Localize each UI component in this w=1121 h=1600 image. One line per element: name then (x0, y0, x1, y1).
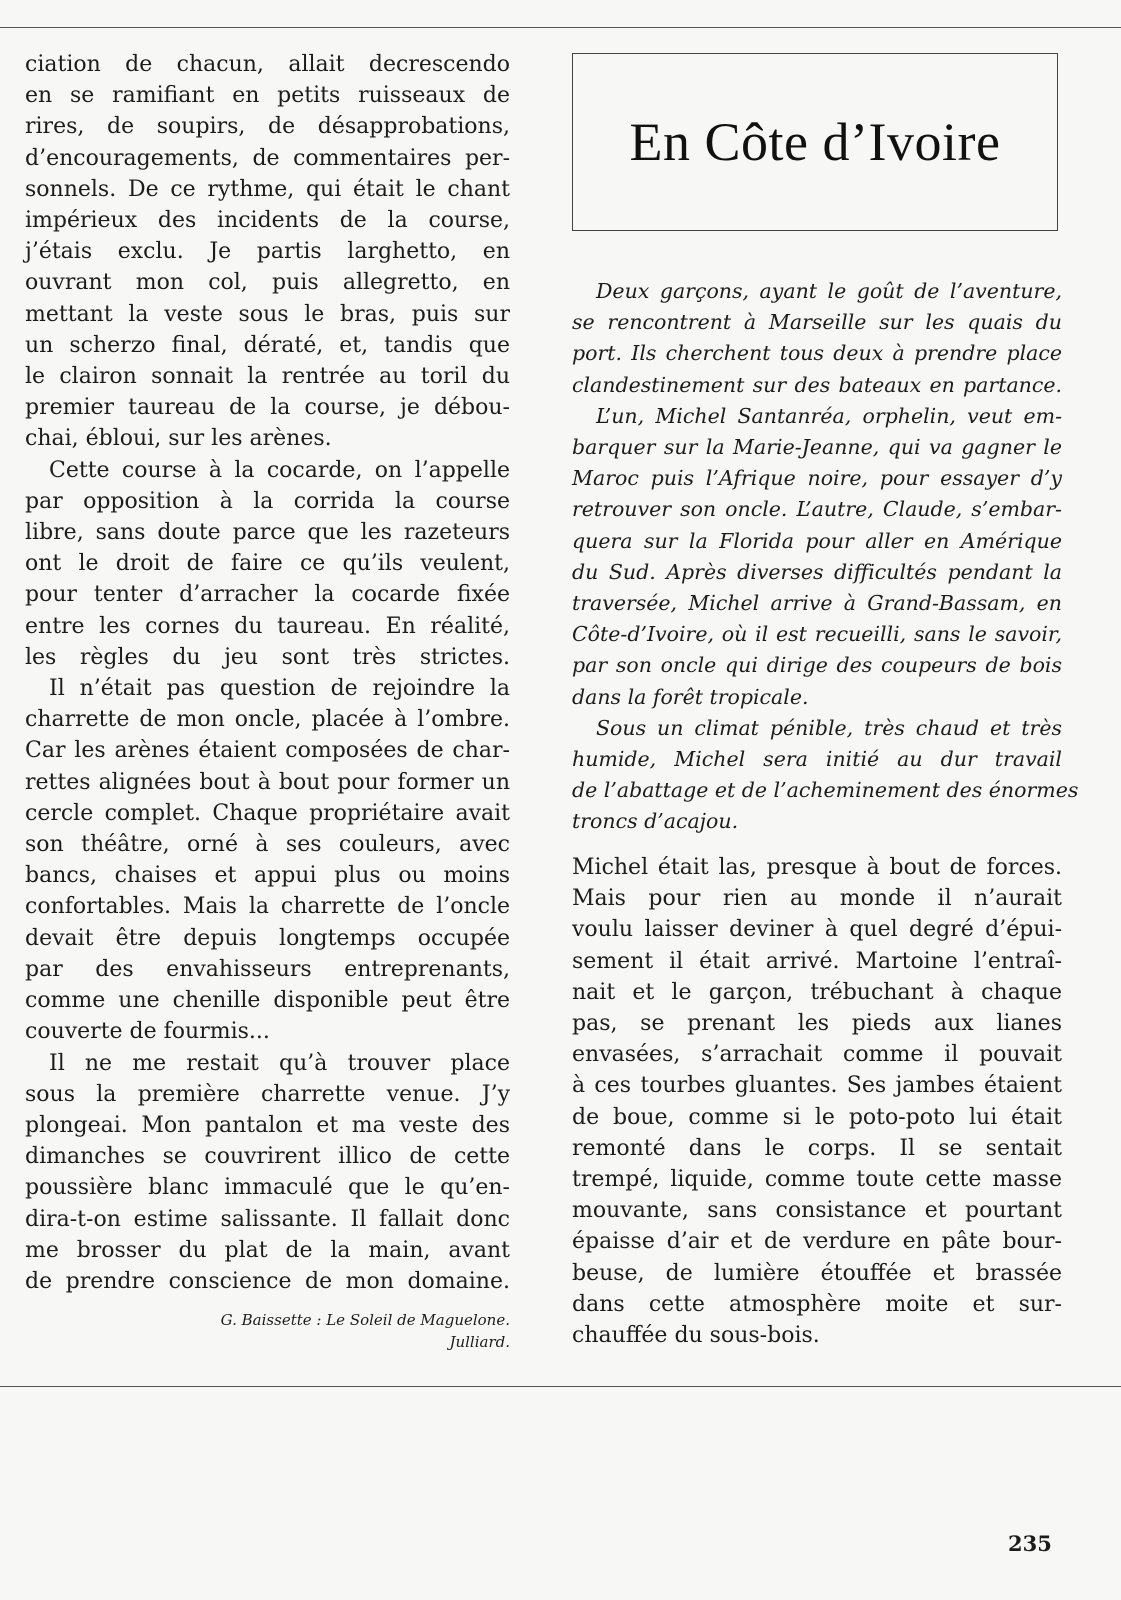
text-line: ont le droit de faire ce qu’ils veulent, (25, 551, 510, 577)
text-line: ciation de chacun, allait decrescendo (25, 52, 510, 77)
text-line: en se ramifiant en petits ruisseaux de (25, 83, 510, 109)
intro-line: port. Ils cherchent tous deux à prendre place (572, 341, 1062, 366)
text-line: remonté dans le corps. Il se sentait (572, 1135, 1062, 1161)
text-line: mettant la veste sous le bras, puis sur (25, 301, 510, 327)
top-rule (0, 27, 1121, 28)
text-line: impérieux des incidents de la course, (25, 208, 510, 234)
text-line: libre, sans doute parce que les razeteurs (25, 520, 510, 546)
intro-line: Sous un climat pénible, très chaud et très (596, 715, 1062, 740)
intro-line: Maroc puis l’Afrique noire, pour essayer d’y (572, 466, 1062, 491)
text-line: mouvante, sans consistance et pourtant (572, 1198, 1062, 1224)
text-line: envasées, s’arrachait comme il pouvait (572, 1042, 1062, 1068)
text-line: charrette de mon oncle, placée à l’ombre. (25, 707, 510, 733)
text-line: pour tenter d’arracher la cocarde fixée (25, 582, 510, 608)
text-line: de prendre conscience de mon domaine. (25, 1268, 510, 1294)
text-line: Il ne me restait qu’à trouver place (49, 1050, 510, 1076)
citation-publisher: Julliard. (449, 1333, 510, 1352)
intro-line: clandestinement sur des bateaux en partance. (572, 372, 1062, 397)
text-line: premier taureau de la course, je débou- (25, 395, 510, 421)
intro-line: troncs d’acajou. (572, 809, 739, 834)
intro-line: de l’abattage et de l’acheminement des énormes (572, 778, 1079, 803)
text-line: chai, ébloui, sur les arènes. (25, 426, 332, 452)
bottom-rule (0, 1386, 1121, 1387)
text-line: un scherzo final, dératé, et, tandis que (25, 332, 510, 358)
text-line: de boue, comme si le poto-poto lui était (572, 1104, 1062, 1130)
text-line: Mais pour rien au monde il n’aurait (572, 886, 1062, 912)
text-line: à ces tourbes gluantes. Ses jambes étaient (572, 1073, 1062, 1099)
text-line: épaisse d’air et de verdure en pâte bour- (572, 1229, 1062, 1255)
text-line: entre les cornes du taureau. En réalité, (25, 613, 510, 639)
intro-line: barquer sur la Marie-Jeanne, qui va gagner le (572, 435, 1062, 460)
text-line: rires, de soupirs, de désapprobations, (25, 114, 510, 140)
text-line: d’encouragements, de commentaires per- (25, 145, 510, 171)
intro-line: Côte-d’Ivoire, où il est recueilli, sans le savoir, (572, 622, 1062, 647)
text-line: dimanches se couvrirent illico de cette (25, 1144, 510, 1170)
text-line: j’étais exclu. Je partis larghetto, en (25, 239, 510, 265)
text-line: devait être depuis longtemps occupée (25, 925, 510, 951)
intro-line: quera sur la Florida pour aller en Amérique (572, 528, 1062, 553)
page-number: 235 (1008, 1531, 1052, 1556)
text-line: par des envahisseurs entreprenants, (25, 956, 510, 982)
text-line: sous la première charrette venue. J’y (25, 1081, 510, 1107)
text-line: me brosser du plat de la main, avant (25, 1237, 510, 1263)
intro-line: Deux garçons, ayant le goût de l’aventure, (596, 279, 1062, 303)
text-line: chauffée du sous-bois. (572, 1323, 820, 1349)
text-line: par opposition à la corrida la course (25, 488, 510, 514)
text-line: son théâtre, orné à ses couleurs, avec (25, 832, 510, 858)
text-line: comme une chenille disponible peut être (25, 988, 510, 1014)
text-line: les règles du jeu sont très strictes. (25, 644, 510, 670)
intro-line: retrouver son oncle. L’autre, Claude, s’embar- (572, 497, 1062, 522)
text-line: confortables. Mais la charrette de l’oncle (25, 894, 510, 920)
intro-line: du Sud. Après diverses difficultés pendant la (572, 559, 1062, 584)
text-line: dira-t-on estime salissante. Il fallait donc (25, 1206, 510, 1232)
text-line: sonnels. De ce rythme, qui était le chant (25, 176, 510, 202)
intro-line: traversée, Michel arrive à Grand-Bassam, en (572, 591, 1062, 616)
left-column (25, 49, 510, 1353)
text-line: pas, se prenant les pieds aux lianes (572, 1011, 1062, 1037)
text-line: beuse, de lumière étouffée et brassée (572, 1260, 1062, 1286)
title-box (572, 53, 1058, 231)
intro-line: humide, Michel sera initié au dur travail (572, 747, 1062, 772)
text-line: Michel était las, presque à bout de forces. (572, 855, 1062, 880)
text-line: dans cette atmosphère moite et sur- (572, 1291, 1062, 1317)
intro-line: se rencontrent à Marseille sur les quais du (572, 310, 1062, 335)
text-line: Il n’était pas question de rejoindre la (49, 676, 510, 702)
text-line: cercle complet. Chaque propriétaire avait (25, 800, 510, 826)
text-line: nait et le garçon, trébuchant à chaque (572, 979, 1062, 1005)
page-title: En Côte d’Ivoire (629, 112, 1001, 172)
intro-line: L’un, Michel Santanréa, orphelin, veut em- (596, 403, 1062, 428)
citation-source: G. Baissette : Le Soleil de Maguelone. (220, 1311, 510, 1330)
text-line: le clairon sonnait la rentrée au toril du (25, 364, 510, 390)
text-line: bancs, chaises et appui plus ou moins (25, 863, 510, 889)
text-line: voulu laisser deviner à quel degré d’épui- (572, 917, 1062, 943)
text-line: Car les arènes étaient composées de char- (25, 738, 510, 764)
text-line: poussière blanc immaculé que le qu’en- (25, 1175, 510, 1201)
text-line: couverte de fourmis... (25, 1019, 270, 1045)
intro-line: par son oncle qui dirige des coupeurs de bois (572, 653, 1062, 678)
text-line: sement il était arrivé. Martoine l’entraî- (572, 948, 1062, 974)
intro-summary (572, 276, 1079, 838)
text-line: rettes alignées bout à bout pour former un (25, 769, 510, 795)
text-line: plongeai. Mon pantalon et ma veste des (25, 1112, 510, 1138)
intro-line: dans la forêt tropicale. (572, 684, 809, 709)
text-line: trempé, liquide, comme toute cette masse (572, 1167, 1062, 1193)
story-text (572, 852, 1062, 1351)
text-line: Cette course à la cocarde, on l’appelle (49, 457, 510, 483)
text-line: ouvrant mon col, puis allegretto, en (25, 270, 510, 296)
